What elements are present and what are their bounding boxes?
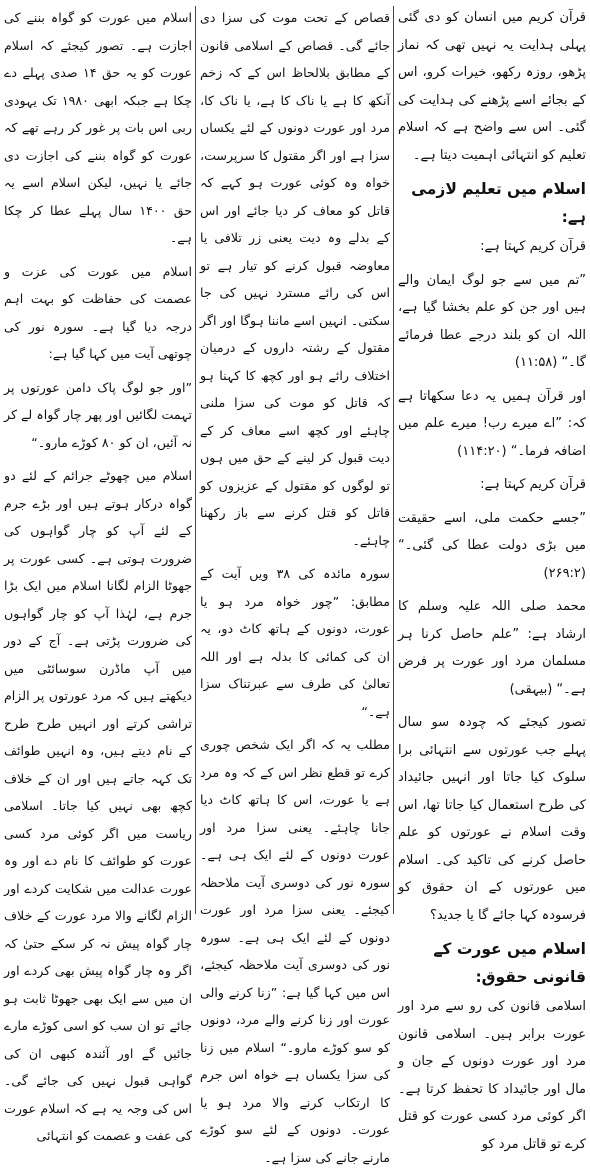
quotation: ”جسے حکمت ملی، اسے حقیقت میں بڑی دولت عطا کی گئی۔“ (۲۶۹:۲): [398, 510, 586, 581]
section-heading: اسلام میں تعلیم لازمی ہے:: [411, 180, 586, 226]
quotation: ”تم میں سے جو لوگ ایمان والے ہیں اور جن کو علم بخشا گیا ہے، اللہ ان کو بلند درجے عطا فرمائے گا۔“ (۱۱:۵۸): [398, 272, 586, 370]
column-right: [394, 4, 590, 1152]
column-middle: [196, 4, 394, 1165]
paragraph: مطلب یہ کہ اگر ایک شخص چوری کرے تو قطع نظر اس کے کہ وہ مرد ہے یا عورت، اس کا ہاتھ کاٹ دیا جانا چاہئے۔ یعنی سزا مرد اور عورت دونوں کے لئے ایک ہی ہے۔ سورہ نور کی دوسری آیت ملاحظہ کیجئے۔ یعنی سزا مرد اور عورت دونوں کے لئے ایک ہی ہے۔ سورہ نور کی دوسری آیت ملاحظہ کیجئے، اس میں کہا گیا ہے: ”زنا کرنے والی عورت اور زنا کرنے والے مرد، دونوں کو سو کوڑے مارو۔“ اسلام میں زنا کی سزا یکساں ہے خواہ اس جرم کا ارتکاب کرنے والا مرد ہو یا عورت۔ دونوں کے لئے سو کوڑے مارنے جانے کی سزا ہے۔: [200, 737, 390, 1165]
paragraph: تصور کیجئے کہ چودہ سو سال پہلے جب عورتوں سے انتہائی برا سلوک کیا جاتا اور انہیں جائیداد کی طرح استعمال کیا جاتا تھا، اس وقت اسلام نے عورتوں کو علم حاصل کرنے کی تاکید کی۔ اسلام میں عورتوں کے ان حقوق کو فرسودہ کہا جائے گا یا جدید؟: [398, 715, 586, 923]
paragraph: قرآن کریم کہتا ہے:: [480, 477, 586, 492]
paragraph: قصاص کے تحت موت کی سزا دی جائے گی۔ قصاص کے اسلامی قانون کے مطابق بلالحاظ اس کے کہ زخم آنکھ کا ہے یا ناک کا ہے، یا ناک کا، مرد اور عورت دونوں کے لئے یکساں سزا ہے اور اگر مقتول کا سرپرست، خواہ وہ کوئی عورت ہو کہے کہ قاتل کو معاف کر دیا جائے اور اس کے بدلے وہ دیت یعنی زر تلافی یا معاوضہ قبول کرنے کو تیار ہے تو اس کی رائے مسترد نہیں کی جا سکتی۔ انہیں اسے ماننا ہوگا اور اگر مقتول کے رشتہ داروں کے درمیان اختلاف رائے ہو اور کچھ کا کہنا ہو کہ قاتل کو موت کی سزا ملنی چاہئے اور کچھ اسے معاف کر کے دیت قبول کر لینے کے حق میں ہوں تو لوگوں کو مقتول کے عزیزوں کو قاتل کو قتل کرنے سے باز رکھنا چاہئے۔: [200, 10, 390, 548]
paragraph: قرآن کریم کہتا ہے:: [480, 239, 586, 254]
section-heading: اسلام میں عورت کے قانونی حقوق:: [433, 940, 586, 986]
paragraph: اسلام میں چھوٹے جرائم کے لئے دو گواہ درکار ہوتے ہیں اور بڑے جرم کے لئے آپ کو چار گواہوں کی ضرورت ہوتی ہے۔ کسی عورت پر جھوٹا الزام لگانا اسلام میں ایک بڑا جرم ہے، لہٰذا آپ کو چار گواہوں کی ضرورت پڑتی ہے۔ آج کے دور میں آپ ماڈرن سوسائٹی میں دیکھتے ہیں کہ مرد عورتوں پر الزام تراشی کرتے اور انہیں طرح طرح کے نام دیتے ہیں، وہ انہیں طوائف تک کہہ جاتے ہیں اور ان کے خلاف کچھ بھی نہیں کیا جاتا۔ اسلامی ریاست میں اگر کوئی مرد کسی عورت کو طوائف کا نام دے اور وہ عورت عدالت میں شکایت کردے اور الزام لگانے والا مرد عورت کے خلاف چار گواہ پیش نہ کر سکے حتیٰ کہ اگر وہ چار گواہ پیش بھی کردے اور ان میں سے ایک بھی جھوٹا ثابت ہو جائے تو ان سب کو اسی کوڑے مارے جائیں گے اور آئندہ کبھی ان کی گواہی قبول نہیں کی جائے گی۔ اس کی وجہ یہ ہے کہ اسلام عورت کی عفت و عصمت کو انتہائی: [4, 468, 192, 1143]
paragraph: اسلام میں عورت کو گواہ بننے کی اجازت ہے۔ تصور کیجئے کہ اسلام عورت کو یہ حق ۱۴ صدی پہلے دے چکا ہے جبکہ ابھی ۱۹۸۰ تک یہودی ربی اس بات پر غور کر رہے تھے کہ عورت کو گواہ بننے کی اجازت دی جائے یا نہیں، لیکن اسلام اسے یہ حق ۱۴۰۰ سال پہلے عطا کر چکا ہے۔: [4, 10, 193, 245]
paragraph: سورہ مائدہ کی ۳۸ ویں آیت کے مطابق: ”چور خواہ مرد ہو یا عورت، دونوں کے ہاتھ کاٹ دو، یہ ان کی کمائی کا بدلہ ہے اور اللہ تعالیٰ کی طرف سے عبرتناک سزا ہے۔“: [200, 566, 390, 719]
paragraph: اسلام میں عورت کی عزت و عصمت کی حفاظت کو بہت اہم درجہ دیا گیا ہے۔ سورہ نور کی چوتھی آیت میں کہا گیا ہے:: [4, 263, 192, 361]
quotation: ”اور جو لوگ پاک دامن عورتوں پر تہمت لگائیں اور پھر چار گواہ لے کر نہ آئیں، ان کو ۸۰ کوڑے مارو۔“: [4, 379, 192, 450]
paragraph: اسلامی قانون کی رو سے مرد اور عورت برابر ہیں۔ اسلامی قانون مرد اور عورت دونوں کے جان و مال اور جائیداد کا تحفظ کرتا ہے۔ اگر کوئی مرد کسی عورت کو قتل کرے تو قاتل مرد کو: [398, 999, 586, 1152]
paragraph: قرآن کریم میں انسان کو دی گئی پہلی ہدایت یہ نہیں تھی کہ نماز پڑھو، روزہ رکھو، خیرات کرو، اس کے بجائے اسے پڑھنے کی ہدایت کی گئی۔ اس سے واضح ہے کہ اسلام تعلیم کو انتہائی اہمیت دیتا ہے۔: [398, 10, 586, 163]
column-left: [0, 4, 196, 1143]
paragraph: محمد صلی اللہ علیہ وسلم کا ارشاد ہے: ”علم حاصل کرنا ہر مسلمان مرد اور عورت پر فرض ہے۔“ (بیہقی): [398, 599, 586, 697]
paragraph: اور قرآن ہمیں یہ دعا سکھاتا ہے کہ: ”اے میرے رب! میرے علم میں اضافہ فرما۔“ (۱۱۴:۲۰): [398, 388, 586, 459]
